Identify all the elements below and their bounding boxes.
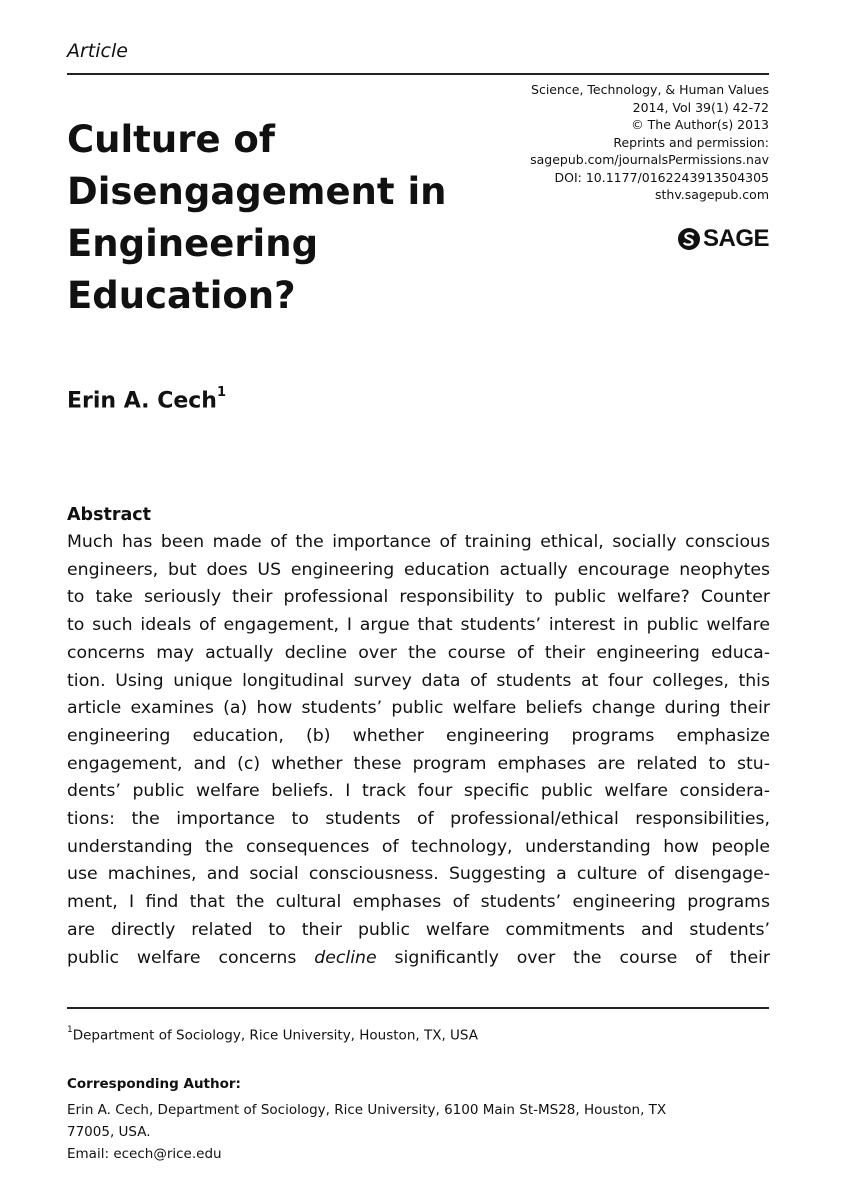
affiliation-marker: 1 xyxy=(216,385,227,400)
journal-site-link[interactable]: sthv.sagepub.com xyxy=(655,187,769,202)
abstract-line: to such ideals of engagement, I argue that students’ interest in public welfare xyxy=(67,615,770,636)
abstract-body xyxy=(67,529,770,972)
abstract-line: understanding the consequences of technology, understanding how people xyxy=(67,836,770,857)
abstract-line: article examines (a) how students’ public welfare beliefs change during their xyxy=(67,698,770,719)
journal-info xyxy=(469,81,769,204)
reprints-notice: Reprints and permission: xyxy=(613,134,769,150)
section-label: Article xyxy=(67,40,128,62)
abstract-line: tion. Using unique longitudinal survey data of students at four colleges, this xyxy=(67,670,770,691)
abstract-line-part: significantly over the course of their xyxy=(394,947,770,968)
footnote-text: Department of Sociology, Rice University, Houston, TX, USA xyxy=(72,1027,478,1044)
abstract-line: engagement, and (c) whether these program emphases are related to stu- xyxy=(67,753,770,774)
email-label: Email: xyxy=(67,1146,110,1162)
corresponding-author-details xyxy=(67,1099,770,1165)
abstract-line: concerns may actually decline over the course of their engineering educa- xyxy=(67,642,770,663)
abstract-line xyxy=(67,945,770,973)
footnote-marker: 1 xyxy=(67,1025,73,1035)
affiliation-footnote xyxy=(67,1027,478,1044)
corresponding-address-line: 77005, USA. xyxy=(67,1124,151,1140)
abstract-heading: Abstract xyxy=(67,505,152,525)
abstract-line: dents’ public welfare beliefs. I track four specific public welfare considera- xyxy=(67,781,770,802)
sage-emblem-icon xyxy=(677,227,701,251)
abstract-emphasis: decline xyxy=(314,947,377,968)
copyright-notice: © The Author(s) 2013 xyxy=(631,117,769,132)
email-link[interactable]: ecech@rice.edu xyxy=(113,1146,222,1162)
journal-volume: 2014, Vol 39(1) 42-72 xyxy=(632,99,769,115)
title-line: Education? xyxy=(67,274,296,317)
abstract-line: to take seriously their professional responsibility to public welfare? Counter xyxy=(67,587,770,608)
doi[interactable]: DOI: 10.1177/0162243913504305 xyxy=(554,169,769,185)
permissions-link[interactable]: sagepub.com/journalsPermissions.nav xyxy=(530,152,769,167)
abstract-line: engineers, but does US engineering education actually encourage neophytes xyxy=(67,559,770,580)
article-title xyxy=(67,114,487,322)
title-line: Engineering xyxy=(67,222,319,265)
abstract-line: engineering education, (b) whether engineering programs emphasize xyxy=(67,725,770,746)
top-divider xyxy=(67,73,769,75)
sage-logo-text: SAGE xyxy=(702,225,769,252)
footnote-divider xyxy=(67,1007,769,1009)
author-name: Erin A. Cech xyxy=(67,388,217,414)
abstract-line: Much has been made of the importance of training ethical, socially conscious xyxy=(67,532,770,552)
title-line: Disengagement in xyxy=(67,170,447,213)
abstract-line-part: public welfare concerns xyxy=(67,947,297,968)
abstract-line: use machines, and social consciousness. Suggesting a culture of disengage- xyxy=(67,864,770,885)
author-byline xyxy=(67,385,227,414)
corresponding-address-line: Erin A. Cech, Department of Sociology, Rice University, 6100 Main St-MS28, Houston, TX xyxy=(67,1102,667,1118)
abstract-line: ment, I find that the cultural emphases of students’ engineering programs xyxy=(67,892,770,913)
title-line: Culture of xyxy=(67,118,275,161)
abstract-line: tions: the importance to students of professional/ethical responsibilities, xyxy=(67,809,770,830)
journal-name: Science, Technology, & Human Values xyxy=(531,82,769,97)
corresponding-email-line xyxy=(67,1143,770,1165)
corresponding-author-heading: Corresponding Author: xyxy=(67,1076,241,1092)
sage-logo xyxy=(677,225,769,253)
abstract-line: are directly related to their public welfare commitments and students’ xyxy=(67,919,770,940)
